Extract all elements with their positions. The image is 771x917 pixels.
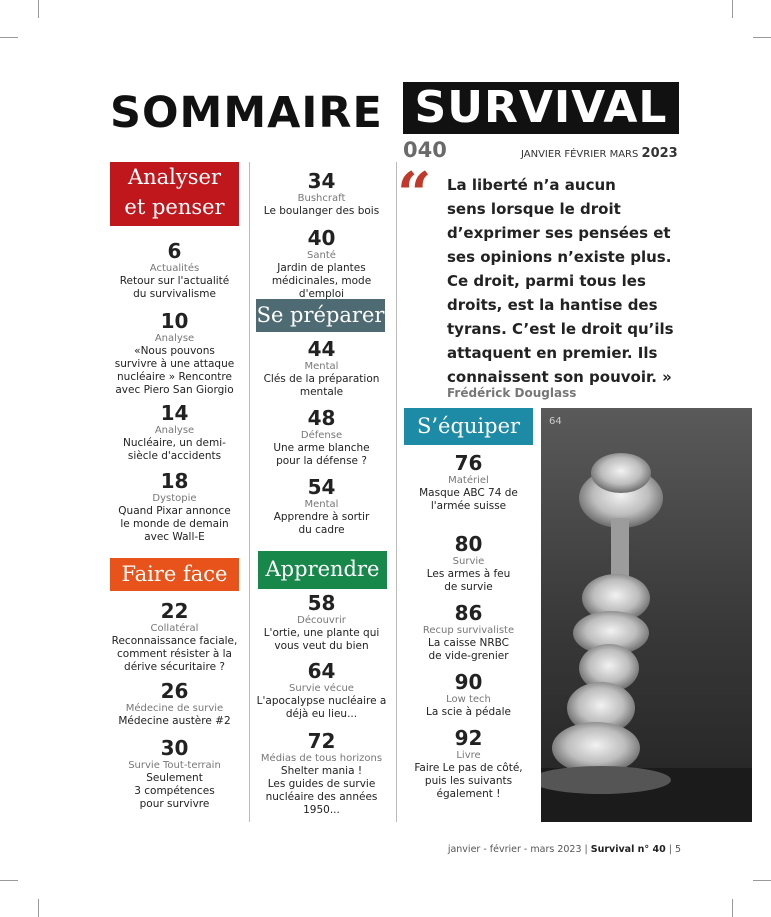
page-number: 80 xyxy=(454,532,483,556)
entry-description: Médecine austère #2 xyxy=(118,715,231,727)
entry-category: Découvrir xyxy=(297,615,346,626)
entry-category: Mental xyxy=(304,499,339,510)
entry-description: 1950... xyxy=(303,804,340,816)
toc-entry[interactable] xyxy=(110,737,239,811)
page-number: 76 xyxy=(454,451,483,475)
page-number: 54 xyxy=(307,475,336,499)
crop-mark xyxy=(753,37,771,38)
entry-category: Médecine de survie xyxy=(125,703,224,714)
page-number: 90 xyxy=(454,670,483,694)
section-se-preparer: Se préparer xyxy=(256,299,385,332)
toc-entry[interactable] xyxy=(110,680,239,728)
toc-entry[interactable] xyxy=(110,310,239,397)
crop-mark xyxy=(753,880,771,881)
entry-description: Quand Pixar annonce xyxy=(118,505,231,517)
entry-category: Médias de tous horizons xyxy=(260,753,383,764)
entry-description: le monde de demain xyxy=(120,518,229,530)
entry-category: Survie vécue xyxy=(289,683,354,694)
entry-description: Une arme blanche xyxy=(273,442,370,454)
quote-line: La liberté n’a aucun xyxy=(447,176,616,194)
page-number: 30 xyxy=(160,736,189,760)
page-number: 10 xyxy=(160,309,189,333)
toc-entry[interactable] xyxy=(110,600,239,674)
toc-entry[interactable] xyxy=(256,592,387,653)
page-number: 86 xyxy=(454,601,483,625)
entry-description: de survie xyxy=(444,581,493,593)
quote-mark-icon: “ xyxy=(397,160,426,230)
page-footer: janvier - février - mars 2023 | Survival n° 40 | 5 xyxy=(447,844,681,855)
entry-description: Les armes à feu xyxy=(426,568,511,580)
crop-mark xyxy=(38,0,39,18)
entry-description: mentale xyxy=(299,386,344,398)
entry-description: survivre à une attaque xyxy=(114,358,235,370)
entry-description: «Nous pouvons xyxy=(134,345,215,357)
entry-description: Retour sur l'actualité xyxy=(119,275,230,287)
entry-category: Recup survivaliste xyxy=(422,625,515,636)
toc-entry[interactable] xyxy=(256,338,387,399)
entry-description: Masque ABC 74 de xyxy=(419,487,518,499)
toc-entry[interactable] xyxy=(404,671,533,719)
entry-category: Survie xyxy=(452,556,485,567)
section-label: Analyser xyxy=(127,165,222,189)
crop-mark xyxy=(38,899,39,917)
quote-line: attaquent en premier. Ils xyxy=(447,344,658,362)
entry-category: Mental xyxy=(304,361,339,372)
toc-entry[interactable] xyxy=(256,170,387,218)
entry-description: Nucléaire, un demi- xyxy=(123,437,226,449)
toc-entry[interactable] xyxy=(404,602,533,663)
entry-category: Actualités xyxy=(149,263,200,274)
toc-entry[interactable] xyxy=(404,452,533,513)
entry-category: Survie Tout-terrain xyxy=(128,760,221,771)
page-number: 40 xyxy=(307,226,336,250)
entry-description: avec Piero San Giorgio xyxy=(115,384,234,396)
page-number: 44 xyxy=(307,337,336,361)
entry-description: déjà eu lieu... xyxy=(285,708,358,720)
toc-entry[interactable] xyxy=(256,730,387,817)
entry-description: Les guides de survie xyxy=(267,778,376,790)
photo-illustration xyxy=(541,408,752,822)
quote-line: d’exprimer ses pensées et xyxy=(447,224,671,242)
page-number: 6 xyxy=(167,239,182,263)
quote-text xyxy=(447,173,687,389)
entry-description: de vide-grenier xyxy=(428,650,509,662)
entry-description: médicinales, mode xyxy=(271,275,372,287)
entry-description: du cadre xyxy=(298,524,345,536)
issue-date: JANVIER FÉVRIER MARS 2023 xyxy=(521,146,678,161)
entry-description: l'armée suisse xyxy=(430,500,507,512)
entry-category: Low tech xyxy=(446,694,491,705)
toc-entry[interactable] xyxy=(110,240,239,301)
entry-category: Matériel xyxy=(448,475,489,486)
entry-description: dérive sécuritaire ? xyxy=(124,661,225,673)
section-apprendre: Apprendre xyxy=(258,551,387,589)
entry-description: Clés de la préparation xyxy=(263,373,380,385)
quote-line: Ce droit, parmi tous les xyxy=(447,272,646,290)
toc-entry[interactable] xyxy=(110,470,239,544)
entry-description: pour la défense ? xyxy=(276,455,367,467)
entry-description: Faire Le pas de côté, xyxy=(414,762,523,774)
entry-description: du survivalisme xyxy=(133,288,216,300)
entry-description: La caisse NRBC xyxy=(428,637,509,649)
page-number: 34 xyxy=(307,169,336,193)
quote-line: connaissent son pouvoir. » xyxy=(447,368,672,386)
column-divider xyxy=(249,162,250,822)
crop-mark xyxy=(732,0,733,18)
entry-category: Analyse xyxy=(154,333,195,344)
section-faire-face: Faire face xyxy=(110,558,239,591)
entry-description: L'ortie, une plante qui xyxy=(263,627,380,639)
quote-line: droits, est la hantise des xyxy=(447,296,658,314)
toc-entry[interactable] xyxy=(256,227,387,301)
entry-category: Bushcraft xyxy=(297,193,346,204)
issue-number: 040 xyxy=(403,138,447,162)
entry-description: Reconnaissance faciale, xyxy=(111,635,238,647)
toc-entry[interactable] xyxy=(256,660,387,721)
entry-category: Livre xyxy=(456,750,481,761)
entry-description: 3 compétences xyxy=(134,785,215,797)
entry-description: comment résister à la xyxy=(117,648,232,660)
toc-entry[interactable] xyxy=(404,533,533,594)
column-divider xyxy=(396,162,397,822)
entry-description: puis les suivants xyxy=(424,775,513,787)
entry-description: nucléaire » Rencontre xyxy=(117,371,232,383)
section-analyser-et-penser xyxy=(110,162,239,226)
toc-entry[interactable] xyxy=(256,476,387,537)
crop-mark xyxy=(732,899,733,917)
entry-description: également ! xyxy=(436,788,501,800)
toc-entry[interactable] xyxy=(404,727,533,801)
entry-category: Analyse xyxy=(154,425,195,436)
toc-entry[interactable] xyxy=(110,402,239,463)
entry-description: nucléaire des années xyxy=(265,791,378,803)
section-s-equiper: S’équiper xyxy=(404,408,533,445)
entry-description: d'emploi xyxy=(298,288,345,300)
photo-page-number: 64 xyxy=(549,416,562,427)
entry-category: Défense xyxy=(300,430,343,441)
entry-description: avec Wall-E xyxy=(144,531,205,543)
entry-description: Seulement xyxy=(146,772,203,784)
entry-description: Apprendre à sortir xyxy=(273,511,370,523)
crop-mark xyxy=(0,37,18,38)
magazine-logo: SURVIVAL xyxy=(403,82,679,134)
page-number: 26 xyxy=(160,679,189,703)
page-number: 92 xyxy=(454,726,483,750)
entry-category: Collatéral xyxy=(150,623,199,634)
mushroom-cloud-photo xyxy=(541,408,752,822)
page-number: 22 xyxy=(160,599,189,623)
crop-mark xyxy=(0,880,18,881)
page-number: 64 xyxy=(307,659,336,683)
entry-description: siècle d'accidents xyxy=(127,450,222,462)
entry-description: L'apocalypse nucléaire a xyxy=(256,695,387,707)
entry-description: Shelter mania ! xyxy=(280,765,363,777)
section-label: et penser xyxy=(124,195,225,219)
entry-category: Dystopie xyxy=(152,493,197,504)
entry-description: Le boulanger des bois xyxy=(263,205,380,217)
toc-entry[interactable] xyxy=(256,407,387,468)
entry-description: vous veut du bien xyxy=(274,640,369,652)
entry-description: La scie à pédale xyxy=(426,706,511,718)
quote-line: ses opinions n’existe plus. xyxy=(447,248,672,266)
page-number: 58 xyxy=(307,591,336,615)
entry-description: pour survivre xyxy=(139,798,210,810)
entry-category: Santé xyxy=(307,250,336,261)
page-number: 48 xyxy=(307,406,336,430)
quote-line: sens lorsque le droit xyxy=(447,200,621,218)
page-number: 18 xyxy=(160,469,189,493)
page-number: 72 xyxy=(307,729,336,753)
page-number: 14 xyxy=(160,401,189,425)
quote-line: tyrans. C’est le droit qu’ils xyxy=(447,320,674,338)
quote-author: Frédérick Douglass xyxy=(447,386,577,400)
entry-description: Jardin de plantes xyxy=(277,262,366,274)
page-title: SOMMAIRE xyxy=(110,88,383,138)
